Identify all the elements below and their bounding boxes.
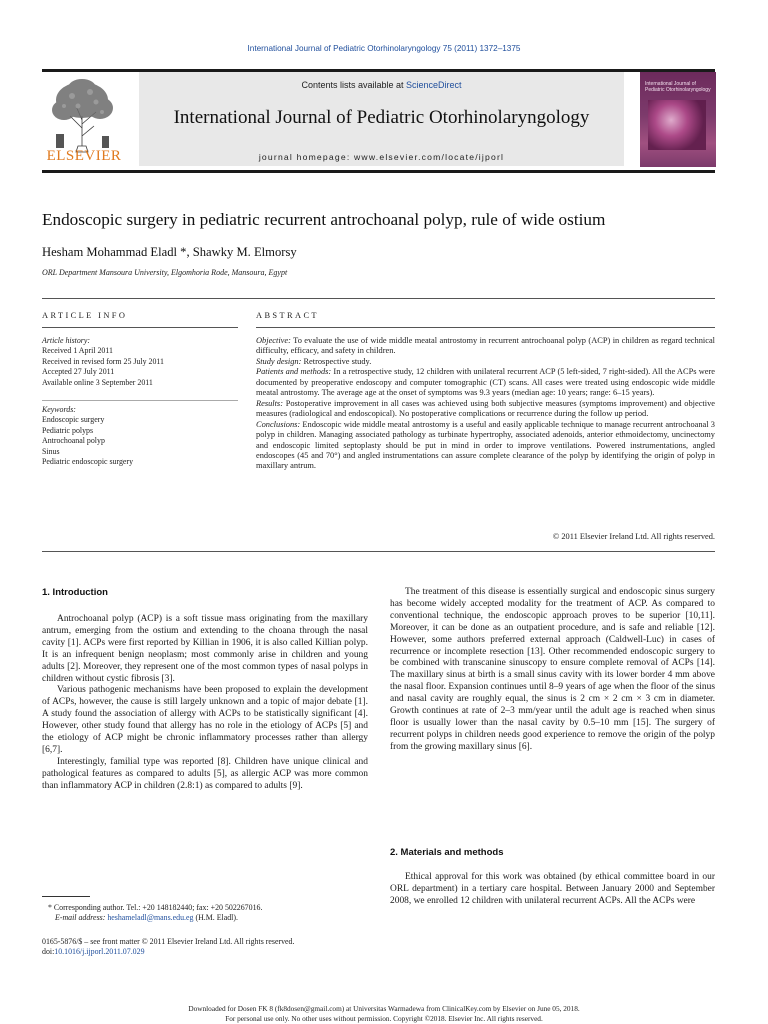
article-authors: Hesham Mohammad Eladl *, Shawky M. Elmorsy <box>42 245 297 259</box>
patients-text: In a retrospective study, 12 children with unilateral recurrent ACP (5 left-sided, 7 right-sided). All the ACPs were documented by preoperative endoscopy and computer tomographic (CT) scans. All cases were treated using endoscopic wide middle meatal antrostomy. The average age at the onset of symptoms was 9.3 years (median age: 10 years; range: 6–15 years). <box>256 367 715 398</box>
intro-paragraph: Various pathogenic mechanisms have been proposed to explain the development of ACPs, however, the cause is still largely unknown and a topic of major debate [1]. A study found the association of allergy with ACPs to be statistically significant [4]. However, other study found that allergy has no role in the etiology of ACPs [5] and the etiology of ACP might be chronic inflammatory processes rather than allergy [6,7]. <box>42 685 368 755</box>
keyword-item: Antrochoanal polyp <box>42 436 105 446</box>
sciencedirect-link[interactable]: ScienceDirect <box>406 80 462 90</box>
abstract-bottom-rule <box>42 551 715 552</box>
introduction-heading: 1. Introduction <box>42 587 108 598</box>
article-history-label: Article history: <box>42 336 90 345</box>
keywords-block <box>42 405 238 467</box>
conclusions-label: Conclusions: <box>256 419 301 429</box>
download-note <box>0 1004 768 1023</box>
history-item: Received 1 April 2011 <box>42 346 113 356</box>
design-label: Study design: <box>256 356 302 366</box>
elsevier-wordmark: ELSEVIER <box>46 148 122 164</box>
results-text: Postoperative improvement in all cases was achieved using both subjective measures (symptoms improvement) and objective measures (radiological and endoscopical). No postoperative complications or recurrence during the follow up period. <box>256 398 715 419</box>
contents-line <box>139 80 624 90</box>
journal-title: International Journal of Pediatric Otorhinolaryngology <box>173 107 590 128</box>
author-email-link[interactable]: heshameladl@mans.edu.eg <box>107 913 194 923</box>
keywords-rule <box>42 400 238 401</box>
abstract-rule <box>256 327 715 328</box>
issn-line: 0165-5876/$ – see front matter © 2011 Elsevier Ireland Ltd. All rights reserved. <box>42 937 295 946</box>
issn-block <box>42 937 372 957</box>
corresponding-author: * Corresponding author. Tel.: +20 148182440; fax: +20 502267016. <box>48 903 263 912</box>
methods-paragraph: Ethical approval for this work was obtained (by ethical committee board in our ORL department) in a tertiary care hospital. Between January 2000 and September 2008, we enrolled 12 children with unilateral recurrent ACPs. All the ACPs were <box>390 872 715 906</box>
keyword-item: Sinus <box>42 446 60 456</box>
history-item: Available online 3 September 2011 <box>42 377 153 387</box>
contents-prefix: Contents lists available at <box>301 80 407 90</box>
keyword-item: Pediatric polyps <box>42 425 94 435</box>
cover-image-art <box>648 100 706 150</box>
keywords-label: Keywords: <box>42 405 76 414</box>
email-suffix: (H.M. Eladl). <box>193 913 238 923</box>
abstract-copyright: © 2011 Elsevier Ireland Ltd. All rights reserved. <box>552 532 715 541</box>
article-title: Endoscopic surgery in pediatric recurrent antrochoanal polyp, rule of wide ostium <box>42 210 606 229</box>
cover-title: International Journal of Pediatric Otorhinolaryngology <box>645 81 711 93</box>
email-label: E-mail address: <box>55 913 108 923</box>
history-item: Received in revised form 25 July 2011 <box>42 356 164 366</box>
history-item: Accepted 27 July 2011 <box>42 367 115 377</box>
doi-prefix: doi: <box>42 947 55 957</box>
corresponding-author-note <box>42 903 372 923</box>
objective-text: To evaluate the use of wide middle meatal antrostomy in recurrent antrochoanal polyp (ACP) in children as regard technical difficulty, efficacy, and safety in children. <box>256 336 715 356</box>
right-column-body <box>390 587 715 754</box>
intro-paragraph: Interestingly, familial type was reported [8]. Children have unique clinical and pathological features as compared to adults [5], as allergic ACP was more common than inflammatory ACP in children (2.8:1) as compared to adults [9]. <box>42 756 368 791</box>
article-info-heading: ARTICLE INFO <box>42 311 128 320</box>
doi-line <box>42 947 372 957</box>
patients-label: Patients and methods: <box>256 367 332 377</box>
objective-label: Objective: <box>256 336 291 345</box>
article-info-rule <box>42 327 238 328</box>
journal-citation[interactable]: International Journal of Pediatric Otorhinolaryngology 75 (2011) 1372–1375 <box>247 44 521 53</box>
keyword-item: Endoscopic surgery <box>42 415 105 425</box>
title-divider <box>42 298 715 299</box>
intro-paragraph: Antrochoanal polyp (ACP) is a soft tissue mass originating from the maxillary antrum, emerging from the ostium and extending to the choana through the nasal cavity [1]. ACPs were first reported by Killian in 1906, it is also called Killian polyp. It is an infrequent benign neoplasm; most commonly arise in children and young adults [2]. Moreover, they represent one of the most common types of nasal polyps in children without cystic fibrosis [3]. <box>42 614 368 684</box>
left-column-body <box>42 614 368 793</box>
results-label: Results: <box>256 398 283 408</box>
methods-body <box>390 872 715 908</box>
abstract-heading: ABSTRACT <box>256 311 319 320</box>
design-text: Retrospective study. <box>301 356 372 366</box>
footnote-rule <box>42 896 90 897</box>
article-history <box>42 336 238 388</box>
journal-homepage-link[interactable]: journal homepage: www.elsevier.com/locate/ijporl <box>258 152 505 162</box>
author-affiliation: ORL Department Mansoura University, Elgomhoria Rode, Mansoura, Egypt <box>42 268 288 277</box>
conclusions-text: Endoscopic wide middle meatal antrostomy is a useful and easily applicable technique to manage recurrent antrochoanal 3 polyp in children. Managing associated pathology as turbinate hypertrophy, associated adenoids, anterior ethmoidectomy, uncinectomy and endoscopic limited septoplasty should be put in mind in order to improve ventilations. Powered instrumentations, angled endoscopes (45 and 70°) and angled instrumentations can assure complete clearance of the polyp by identifying the origin of polyp in maxillary antrum. <box>256 419 715 471</box>
abstract-body <box>256 336 715 472</box>
header-bottom-rule <box>42 170 715 173</box>
email-line <box>48 913 372 923</box>
permission-line: For personal use only. No other uses without permission. Copyright ©2018. Elsevier Inc. All rights reserved. <box>225 1013 543 1023</box>
methods-heading: 2. Materials and methods <box>390 847 504 858</box>
doi-link[interactable]: 10.1016/j.ijporl.2011.07.029 <box>54 947 145 957</box>
keyword-item: Pediatric endoscopic surgery <box>42 457 134 467</box>
intro-paragraph: The treatment of this disease is essentially surgical and endoscopic sinus surgery has become widely accepted modality for the treatment of ACP. As compared to conventional technique, the endoscopic approach proves to be superior [10,11]. Moreover, it can be done as an outpatient procedure, and is safe and reliable [12]. However, some authors preferred external approach (Caldwell-Luc) in cases of recurrence or incomplete resection [13]. Other recommended endoscopic surgery to be combined with transcanine sinuscopy to ensure complete removal of ACPs [14]. The maxillary sinus at birth is a small sinus cavity with its lower border 4 mm above the nasal floor. Expansion continues until 8–9 years of age when the floor of the sinus and nasal cavity are roughly equal, the sinus is 2 cm × 2 cm × 3 cm in diameter. Growth continues at rate of 2–3 mm/year until the adult age is reached when sinus floor is usually lower than the nasal cavity by 0.5–10 mm [15]. The surgery of recurrent polyps in children needs good experience to remove the origin of the polyp from the growing maxillary sinus [6]. <box>390 587 715 752</box>
download-line: Downloaded for Dosen FK 8 (fk8dosen@gmail.com) at Universitas Warmadewa from ClinicalKey.com by Elsevier on June 05, 2018. <box>188 1004 580 1013</box>
